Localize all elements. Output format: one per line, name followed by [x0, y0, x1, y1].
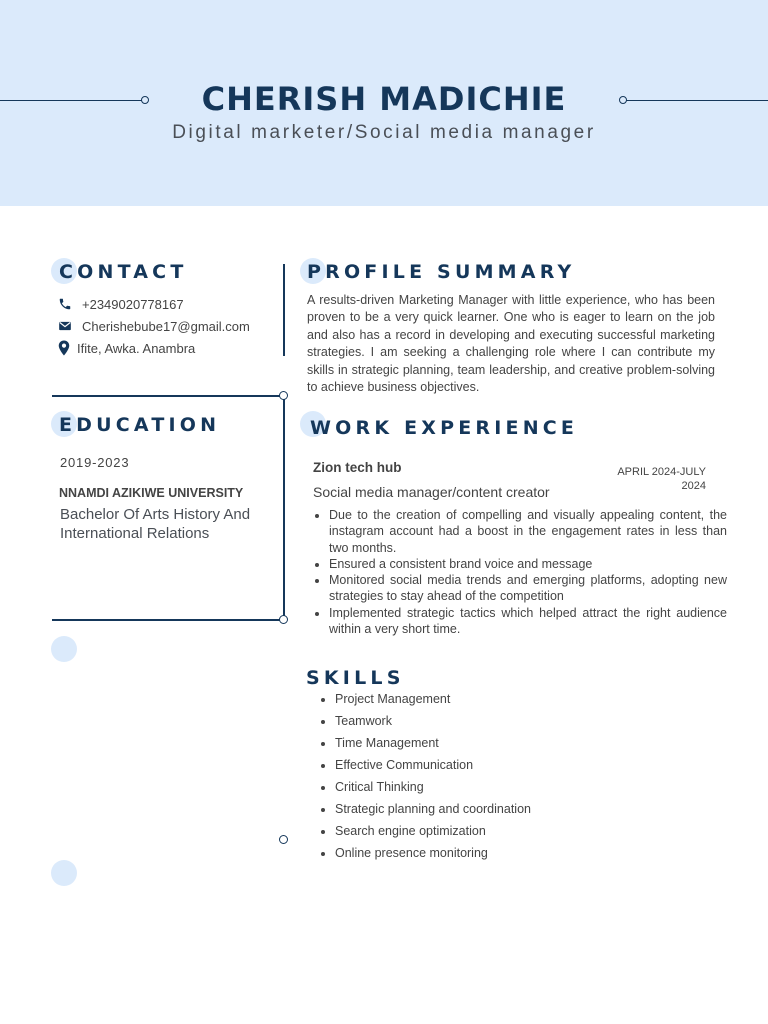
contact-title: CONTACT [59, 261, 188, 283]
mail-icon [58, 319, 72, 333]
job-company: Zion tech hub [313, 460, 402, 475]
contact-phone: +2349020778167 [82, 296, 184, 312]
work-bullet: • Monitored social media trends and emerging platforms, adopting new strategies to stay ahead of the competition [329, 572, 727, 605]
skill-item: • Project Management [335, 691, 635, 713]
skill-item: • Critical Thinking [335, 779, 635, 801]
work-bullet: • Due to the creation of compelling and visually appealing content, the instagram account had a boost in the engagement rates in less than two months. [329, 507, 727, 556]
education-school: NNAMDI AZIKIWE UNIVERSITY [59, 486, 244, 500]
work-bullets [313, 507, 727, 637]
decor-circle-1 [51, 636, 77, 662]
job-position: Social media manager/content creator [313, 484, 550, 500]
profile-title: PROFILE SUMMARY [307, 261, 576, 283]
contact-location-row [58, 338, 195, 358]
profile-summary-text: A results-driven Marketing Manager with little experience, who has been proven to be a very quick learner. One who is eager to learn on the job and also has a record in developing and executing successful marketing strategies. I am seeking a challenging role where I can contribute my skills in strategic planning, team leadership, and creative problem-solving to achieve business objectives. [307, 293, 715, 395]
education-divider [52, 619, 284, 621]
skills-list [318, 691, 635, 867]
contact-phone-row [58, 294, 184, 314]
contact-email-row [58, 316, 250, 336]
skill-item: • Teamwork [335, 713, 635, 735]
timeline-vertical-top [283, 264, 285, 356]
decor-circle-2 [51, 860, 77, 886]
skill-item: • Time Management [335, 735, 635, 757]
education-title: EDUCATION [59, 414, 221, 436]
skill-item: • Online presence monitoring [335, 845, 635, 867]
skill-item: • Search engine optimization [335, 823, 635, 845]
job-date-line2: 2024 [681, 480, 706, 492]
candidate-role: Digital marketer/Social media manager [172, 122, 596, 143]
timeline-vertical-main [283, 396, 285, 620]
timeline-dot-2 [279, 615, 288, 624]
work-bullet: • Ensured a consistent brand voice and message [329, 556, 727, 572]
contact-email: Cherishebube17@gmail.com [82, 318, 250, 334]
job-date [586, 465, 706, 493]
contact-divider [52, 395, 284, 397]
skill-item: • Effective Communication [335, 757, 635, 779]
timeline-dot-1 [279, 391, 288, 400]
location-pin-icon [58, 340, 70, 356]
contact-location: Ifite, Awka. Anambra [77, 340, 196, 356]
candidate-name: CHERISH MADICHIE [201, 80, 567, 118]
education-years: 2019-2023 [60, 455, 130, 470]
work-bullet: • Implemented strategic tactics which helped attract the right audience within a very short time. [329, 605, 727, 638]
phone-icon [58, 297, 72, 311]
skills-title: SKILLS [306, 667, 405, 689]
education-degree: Bachelor Of Arts History And International Relations [60, 506, 251, 542]
skill-item: • Strategic planning and coordination [335, 801, 635, 823]
timeline-dot-3 [279, 835, 288, 844]
work-title: WORK EXPERIENCE [310, 417, 579, 439]
job-date-line1: APRIL 2024-JULY [617, 466, 706, 478]
